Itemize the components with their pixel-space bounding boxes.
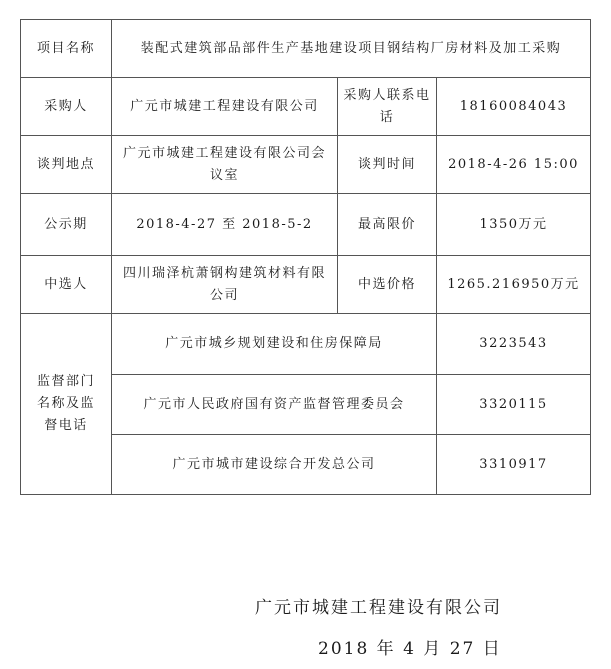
supervision-label: 监督部门名称及监督电话: [21, 314, 112, 495]
project-name-label: 项目名称: [21, 20, 112, 78]
selected-price-label: 中选价格: [338, 256, 437, 314]
supervision-dept-phone: 3223543: [437, 314, 591, 375]
row-project-name: [21, 20, 591, 78]
row-selected: [21, 256, 591, 314]
selected-label: 中选人: [21, 256, 112, 314]
supervision-dept-name: 广元市人民政府国有资产监督管理委员会: [112, 375, 437, 435]
row-publicity: [21, 194, 591, 256]
max-price-value: 1350万元: [437, 194, 591, 256]
issuer-company: 广元市城建工程建设有限公司: [255, 598, 502, 618]
supervision-dept-name: 广元市城乡规划建设和住房保障局: [112, 314, 437, 375]
negotiation-place-label: 谈判地点: [21, 136, 112, 194]
supervision-dept-phone: 3310917: [437, 435, 591, 495]
max-price-label: 最高限价: [338, 194, 437, 256]
purchaser-value: 广元市城建工程建设有限公司: [112, 78, 338, 136]
purchaser-label: 采购人: [21, 78, 112, 136]
negotiation-time-value: 2018-4-26 15:00: [437, 136, 591, 194]
publicity-value: 2018-4-27 至 2018-5-2: [112, 194, 338, 256]
supervision-dept-name: 广元市城市建设综合开发总公司: [112, 435, 437, 495]
row-negotiation: [21, 136, 591, 194]
issue-date: 2018 年 4 月 27 日: [318, 639, 502, 659]
negotiation-time-label: 谈判时间: [338, 136, 437, 194]
row-supervision-1: [21, 314, 591, 375]
project-name-value: 装配式建筑部品部件生产基地建设项目钢结构厂房材料及加工采购: [112, 20, 591, 78]
selected-value: 四川瑞泽杭萧钢构建筑材料有限公司: [112, 256, 338, 314]
row-purchaser: [21, 78, 591, 136]
purchaser-phone-label: 采购人联系电话: [338, 78, 437, 136]
result-table: [20, 19, 591, 495]
supervision-dept-phone: 3320115: [437, 375, 591, 435]
negotiation-place-value: 广元市城建工程建设有限公司会议室: [112, 136, 338, 194]
selected-price-value: 1265.216950万元: [437, 256, 591, 314]
purchaser-phone-value: 18160084043: [437, 78, 591, 136]
publicity-label: 公示期: [21, 194, 112, 256]
